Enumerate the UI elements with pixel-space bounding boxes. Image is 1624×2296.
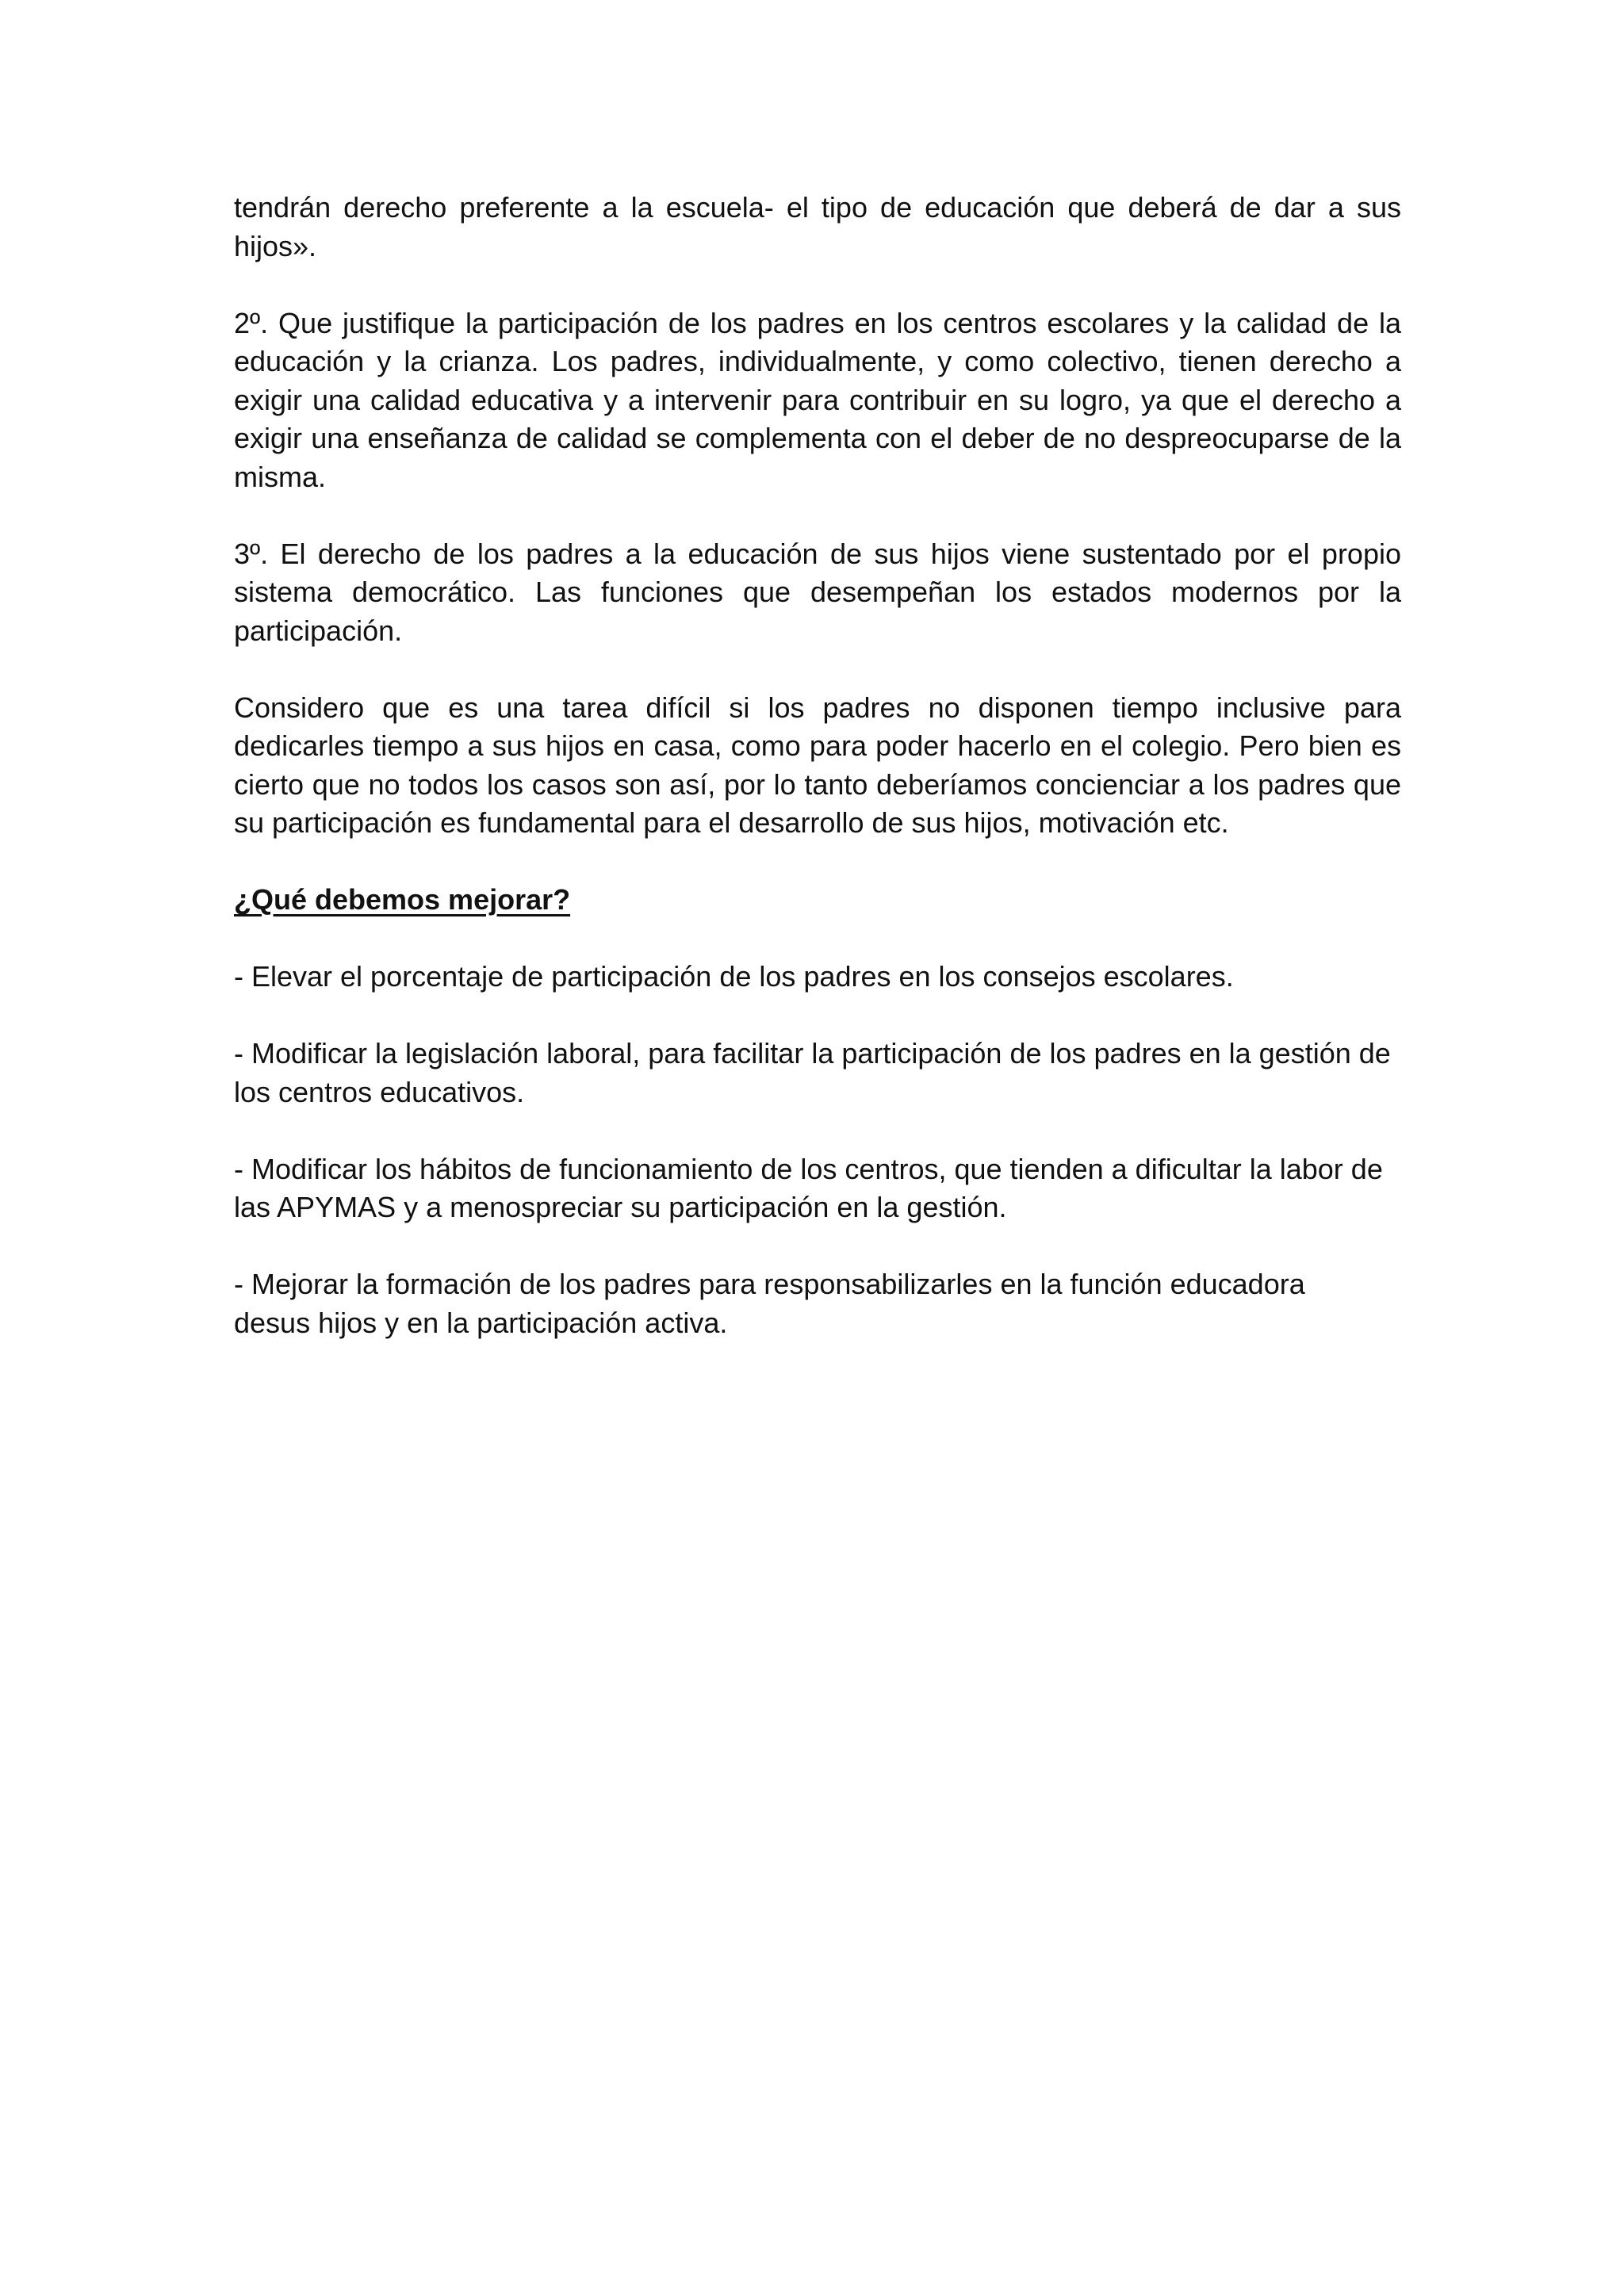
paragraph-point-2: 2º. Que justifique la participación de los padres en los centros escolares y la calidad de la educación y la crianza. Los padres, individualmente, y como colectivo, tienen derecho a exigir una calidad educativa y a intervenir para contribuir en su logro, ya que el derecho a exigir una enseñanza de calidad se complementa con el deber de no despreocuparse de la misma. <box>234 306 1401 493</box>
document-page <box>234 189 1401 1381</box>
list-item-labor-legislation: - Modificar la legislación laboral, para facilitar la participación de los padres en la gestión de los centros educativos. <box>234 1037 1391 1108</box>
list-item-parent-training: - Mejorar la formación de los padres para responsabilizarles en la función educadora desus hijos y en la participación activa. <box>234 1268 1305 1339</box>
section-heading: ¿Qué debemos mejorar? <box>234 883 571 916</box>
paragraph-opinion: Considero que es una tarea difícil si los padres no disponen tiempo inclusive para dedicarles tiempo a sus hijos en casa, como para poder hacerlo en el colegio. Pero bien es cierto que no todos los casos son así, por lo tanto deberíamos concienciar a los padres que su participación es fundamental para el desarrollo de sus hijos, motivación etc. <box>234 691 1401 839</box>
paragraph-intro-continuation: tendrán derecho preferente a la escuela- el tipo de educación que deberá de dar a sus hijos». <box>234 191 1401 262</box>
paragraph-point-3: 3º. El derecho de los padres a la educación de sus hijos viene sustentado por el propio sistema democrático. Las funciones que desempeñan los estados modernos por la participación. <box>234 537 1401 647</box>
list-item-participation-percentage: - Elevar el porcentaje de participación de los padres en los consejos escolares. <box>234 960 1234 993</box>
list-item-center-habits: - Modificar los hábitos de funcionamiento de los centros, que tienden a dificultar la labor de las APYMAS y a menospreciar su participación en la gestión. <box>234 1152 1383 1223</box>
